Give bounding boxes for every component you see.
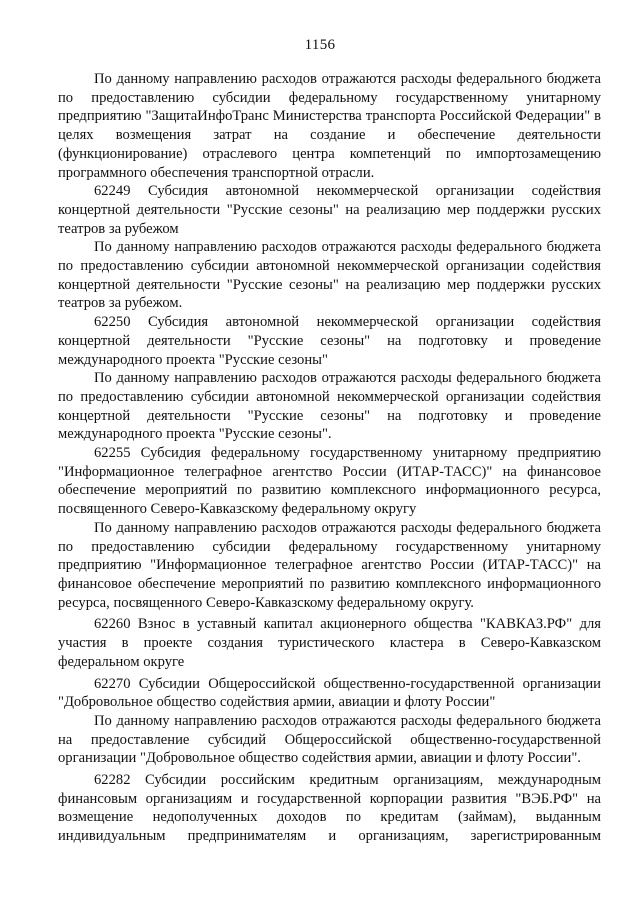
paragraph-code-heading: 62270 Субсидии Общероссийской общественно-государственной организации "Добровольное общество содействия армии, авиации и флоту России" [58, 675, 601, 711]
paragraph-description: По данному направлению расходов отражаются расходы федерального бюджета по предоставлению субсидии федеральному государственному унитарному предприятию "ЗащитаИнфоТранс Министерства транспорта Российской Федерации" в целях возмещения затрат на создание и обеспечение деятельности (функционирование) отраслевого центра компетенций по импортозамещению программного обеспечения транспортной отрасли. [58, 71, 601, 181]
paragraph-code-heading: 62282 Субсидии российским кредитным организациям, международным финансовым организациям и государственной корпорации развития "ВЭБ.РФ" на возмещение недополученных доходов по кредитам (займам), выданным индивидуальным предпринимателям и организациям, зарегистрированным [58, 772, 601, 845]
paragraph-code-heading: 62249 Субсидия автономной некоммерческой организации содействия концертной деятельности "Русские сезоны" на реализацию мер поддержки русских театров за рубежом [58, 183, 601, 237]
page-number: 1156 [304, 37, 336, 53]
paragraph-description: По данному направлению расходов отражаются расходы федерального бюджета по предоставлению субсидии автономной некоммерческой организации содействия концертной деятельности "Русские сезоны" на реализацию мер поддержки русских театров за рубежом. [58, 239, 601, 312]
document-body [58, 70, 601, 846]
paragraph-description: По данному направлению расходов отражаются расходы федерального бюджета по предоставлению субсидии автономной некоммерческой организации содействия концертной деятельности "Русские сезоны" на подготовку и проведение международного проекта "Русские сезоны". [58, 370, 601, 443]
paragraph-code-heading: 62260 Взнос в уставный капитал акционерного общества "КАВКАЗ.РФ" для участия в проекте создания туристического кластера в Северо-Кавказском федеральном округе [58, 616, 601, 670]
paragraph-description: По данному направлению расходов отражаются расходы федерального бюджета на предоставление субсидий Общероссийской общественно-государственной организации "Добровольное общество содействия армии, авиации и флоту России". [58, 712, 601, 767]
paragraph-code-heading: 62250 Субсидия автономной некоммерческой организации содействия концертной деятельности "Русские сезоны" на подготовку и проведение международного проекта "Русские сезоны" [58, 314, 601, 368]
paragraph-code-heading: 62255 Субсидия федеральному государственному унитарному предприятию "Информационное телеграфное агентство России (ИТАР-ТАСС)" на финансовое обеспечение мероприятий по развитию комплексного информационного ресурса, посвященного Северо-Кавказскому федеральному округу [58, 445, 601, 518]
paragraph-description: По данному направлению расходов отражаются расходы федерального бюджета по предоставлению субсидии федеральному государственному унитарному предприятию "Информационное телеграфное агентство России (ИТАР-ТАСС)" на финансовое обеспечение мероприятий по развитию комплексного информационного ресурса, посвященного Северо-Кавказскому федеральному округу. [58, 519, 601, 611]
